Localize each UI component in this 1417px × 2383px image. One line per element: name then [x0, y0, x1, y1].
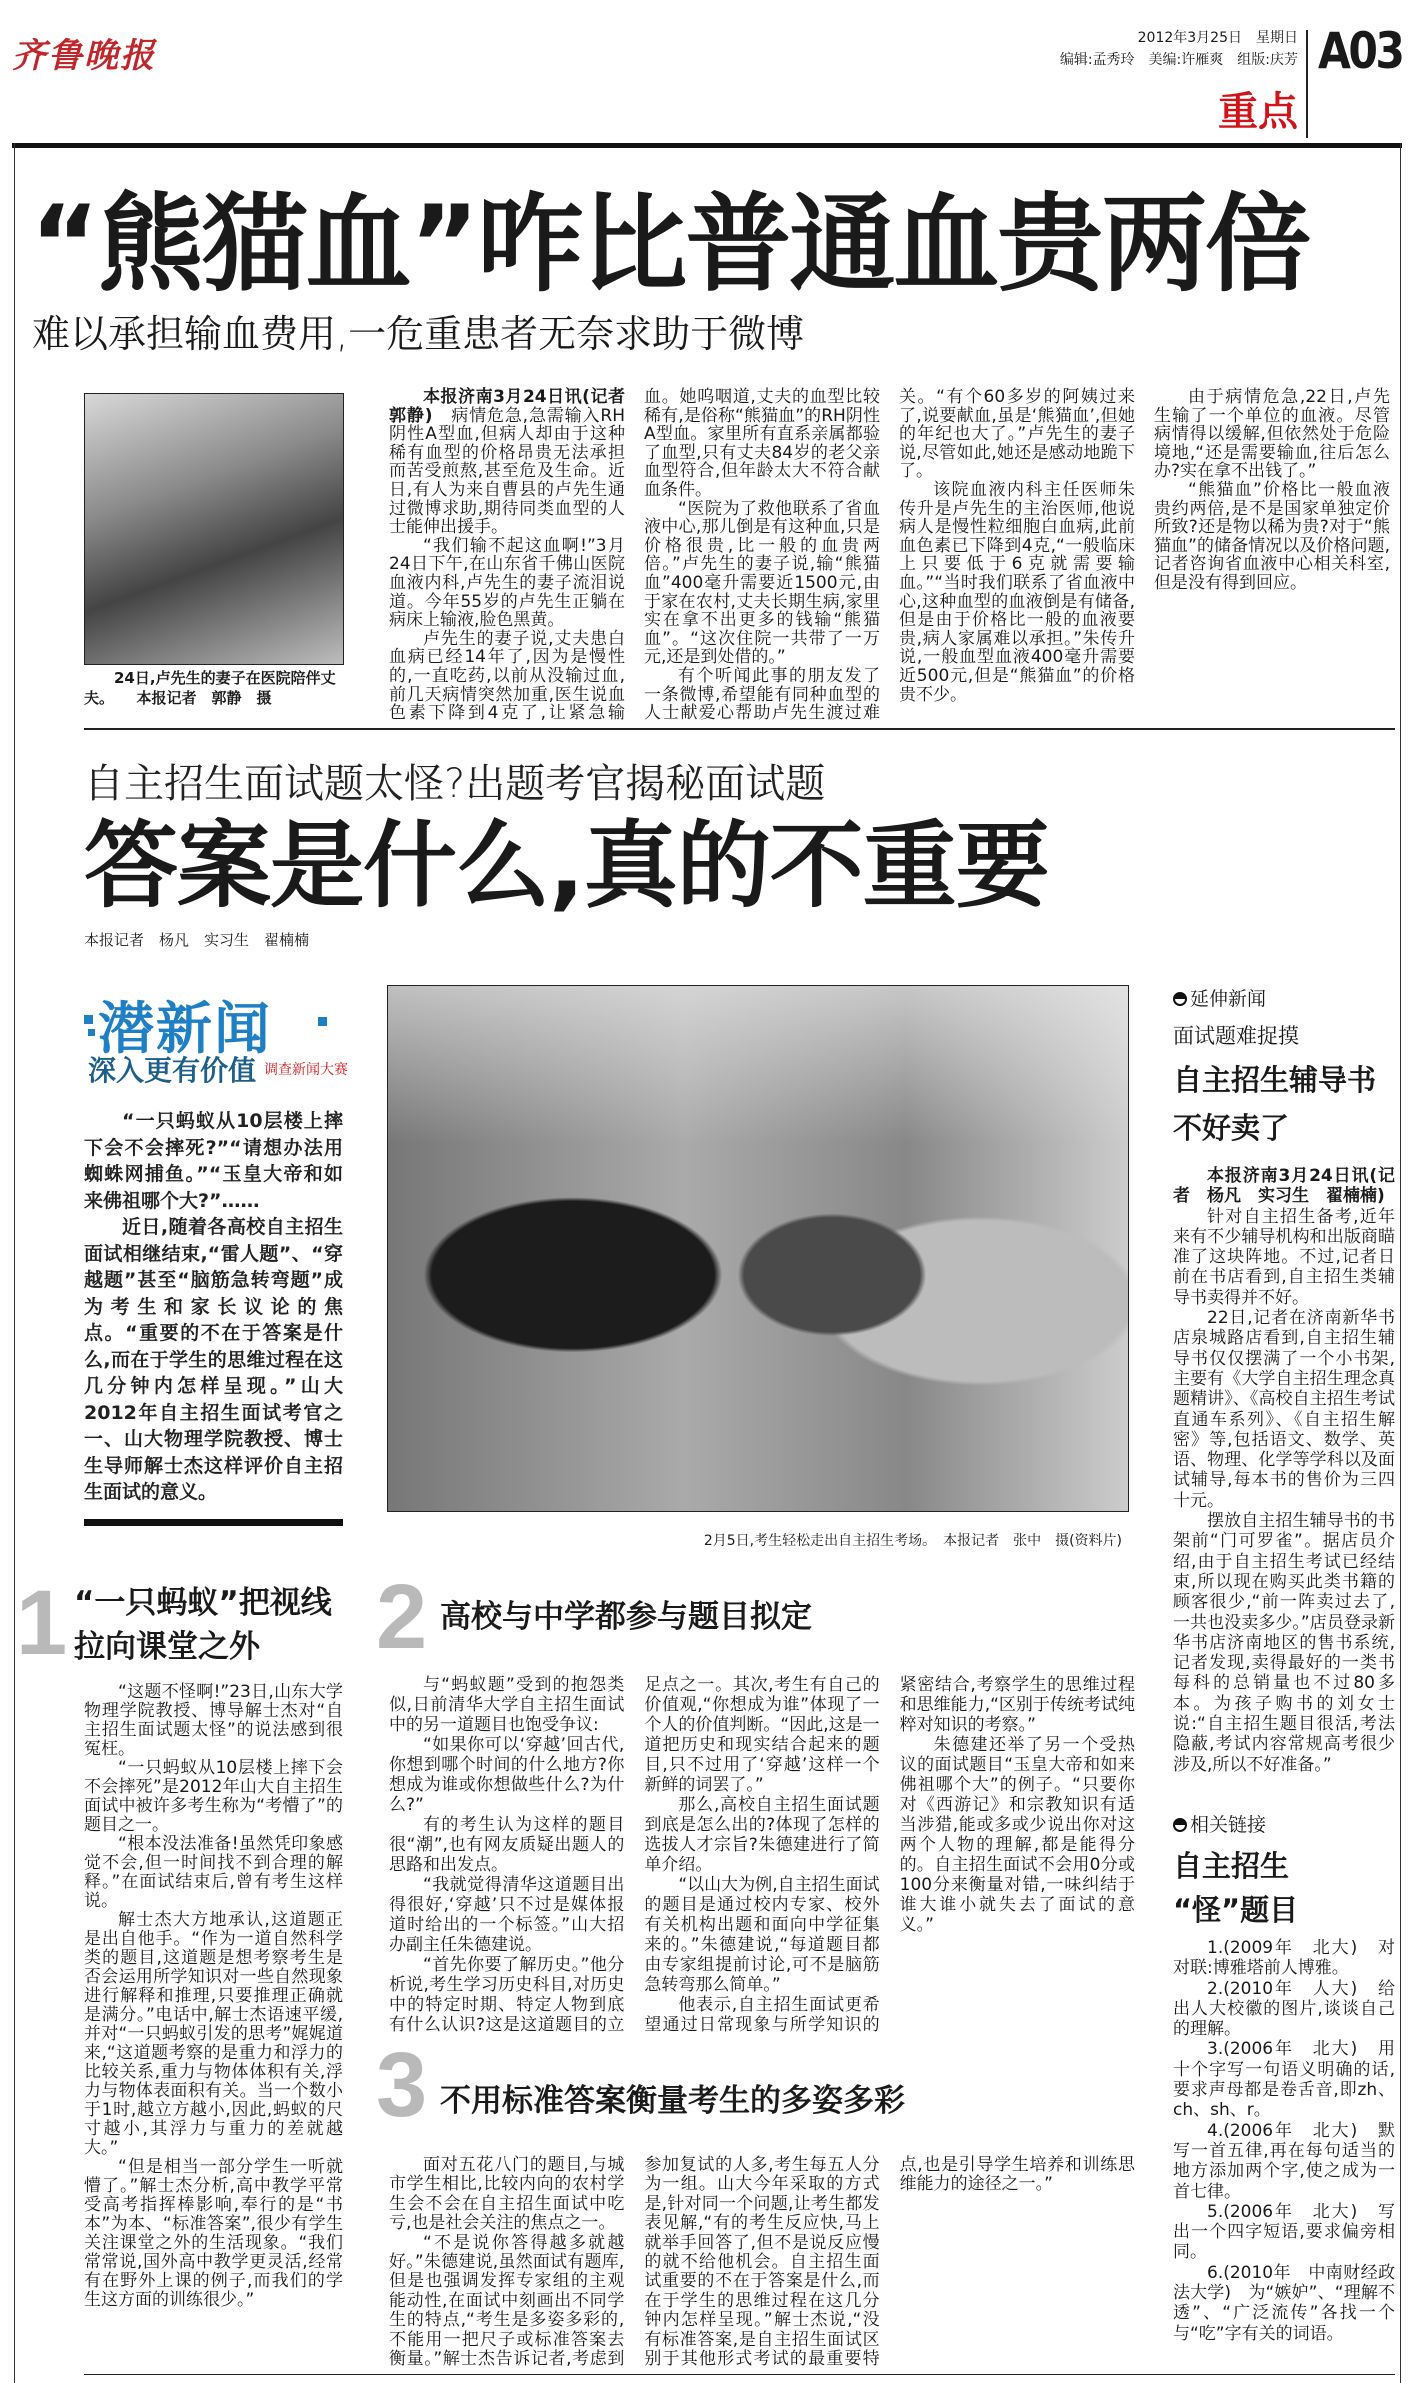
paragraph: 该院血液内科主任医师朱传升是卢先生的主治医师,他说病人是慢性粒细胞白血病,此前血色素已下降到4克,“一般临床上只要低于6克就需要输血。”“当时我们联系了省血液中心,这种血型的血液倒是有储备,但是由于价格比一般的血液要贵,病人家属难以承担。”朱传升说,一般血型血液400毫升需要近500元,但是“熊猫血”的价格贵不少。 — [899, 479, 1135, 705]
article2-kicker: 自主招生面试题太怪?出题考官揭秘面试题 — [84, 761, 826, 807]
brand-square-icon — [88, 1029, 95, 1036]
related-headline-1: 自主招生 — [1173, 1849, 1290, 1883]
paragraph: “不是说你答得越多就越好。”朱德建说,虽然面试有题库,但是也强调发挥专家组的主观能动性,在面试中刻画出不同学生的特点,“考生是多姿多彩的,不能用一把尺子或标准答案去衡量。”解士杰告诉记者,考虑到参加复试的人多,考生每五人分为一组。山大今年采取的方式是,针对同一个问题,让考生都发表见解,“有的考生反应快,马上就举手回答了,但不是说反应慢的就不给他机会。自主招生面试重要的不在于答案是什么,而在于学生的思维过程在这几分钟内怎样呈现。”解士杰说,“没有标准答案,是自主招生面试区别于其他形式考试的最重要特点,也是引导学生培养和训练思维能力的途径之一。” — [389, 2155, 1135, 2370]
section2-paragraphs — [389, 1675, 1135, 2037]
paragraph: “但是相当一部分学生一听就懵了。”解士杰分析,高中教学平常受高考指挥棒影响,奉行的是“书本”为本、“标准答案”,很少有学生关注课堂之外的生活现象。“我们常常说,国外高中教学更灵活,经常有在野外上课的例子,而我们的学生这方面的训练很少。” — [84, 2157, 343, 2310]
section-label: 重点 — [1218, 89, 1298, 135]
section1-number: 1 — [16, 1572, 68, 1674]
article1-lead-paragraph — [389, 387, 642, 538]
extended-news-label-text: 延伸新闻 — [1190, 988, 1267, 1010]
frame-right — [1400, 143, 1401, 2383]
brand-slogan: 深入更有价值 — [88, 1054, 257, 1087]
half-circle-icon — [1173, 992, 1187, 1006]
related-items — [1173, 1938, 1395, 2344]
article1-subhead: 难以承担输血费用,一危重患者无奈求助于微博 — [32, 312, 805, 356]
paragraph: 朱德建还举了另一个受热议的面试题目“玉皇大帝和如来佛祖哪个大”的例子。“只要你对《西游记》和宗教知识有适当涉猎,能或多或少说出你对这两个人物的理解,都是能得分的。自主招生面试不会用0分或100分来衡量对错,一味纠结于谁大谁小就失去了面试的意义。” — [899, 1735, 1135, 1935]
sidebar-related-links — [1173, 1812, 1395, 2344]
paragraph: 5.(2006年 北大) 写出一个四字短语,要求偏旁相同。 — [1173, 2201, 1395, 2263]
paragraph: “熊猫血”价格比一般血液贵约两倍,是不是国家单独定价所致?还是物以稀为贵?对于“熊猫血”的储备情况以及价格问题,记者咨询省血液中心相关科室,但是没有得到回应。 — [1154, 479, 1390, 593]
article1-headline: “熊猫血”咋比普通血贵两倍 — [30, 183, 1310, 306]
article2-byline: 本报记者 杨凡 实习生 翟楠楠 — [84, 931, 310, 949]
section1-title-line1: “一只蚂蚁”把视线 — [74, 1585, 332, 1621]
article2-lead — [84, 1108, 343, 1506]
article2-lead-paragraphs — [84, 1108, 343, 1506]
top-rule — [12, 143, 1402, 148]
article1-photo — [84, 393, 344, 665]
paragraph: “一只蚂蚁从10层楼上摔下会不会摔死”是2012年山大自主招生面试中被许多考生称为“考懵了”的题目之一。 — [84, 1758, 343, 1835]
paragraph: 3.(2006年 北大) 用十个字写一句语义明确的话,要求声母都是卷舌音,即zh、ch、sh、r。 — [1173, 2039, 1395, 2121]
paragraph: 他表示,自主招生面试更希望通过日常现象与所学知识的紧密结合,考察学生的思维过程和思维能力,“区别于传统考试纯粹对知识的考察。” — [644, 1675, 1135, 2035]
extended-news-kicker: 面试题难捉摸 — [1173, 1024, 1299, 1048]
paragraph: “我就觉得清华这道题目出得很好,‘穿越’只不过是媒体报道时给出的一个标签。”山大招办副主任朱德建说。 — [389, 1875, 625, 1955]
extended-news-headline-2: 不好卖了 — [1173, 1111, 1290, 1145]
section3-paragraphs — [389, 2156, 1135, 2370]
newspaper-logo: 齐鲁晚报 — [12, 36, 156, 76]
paragraph: 由于病情危急,22日,卢先生输了一个单位的血液。尽管病情得以缓解,但依然处于危险境地,“还是需要输血,往后怎么办?实在拿不出钱了。” — [1154, 387, 1390, 482]
paragraph: 摆放自主招生辅导书的书架前“门可罗雀”。据店员介绍,由于自主招生考试已经结束,所以现在购买此类书籍的顾客很少,“前一阵卖过去了,一共也没卖多少。”店员登录新华书店济南地区的售书系统,记者发现,卖得最好的一类书每科的总销量也不过80多本。为孩子购书的刘女士说:“自主招生题目很活,考法隐蔽,考试内容常规高考很少涉及,所以不好准备。” — [1173, 1511, 1395, 1775]
paragraph: “以山大为例,自主招生面试的题目是通过校内专家、校外有关机构出题和面向中学征集来的。”朱德建说,“每道题目都由专家组提前讨论,可不是脑筋急转弯那么简单。” — [644, 1875, 880, 1995]
page-number: A03 — [1318, 22, 1403, 80]
extended-news-dateline: 本报济南3月24日讯(记者 杨凡 实习生 翟楠楠) — [1173, 1166, 1395, 1207]
paragraph: 卢先生的妻子说,丈夫患白血病已经14年了,因为是慢性的,一直吃药,以前从没输过血,前几天病情突然加重,医生说血色素下降到4克了,让紧急输血。她呜咽道,丈夫的血型比较稀有,是俗称“熊猫血”的RH阴性A型血。家里所有直系亲属都验了血型,只有丈夫84岁的老父亲血型符合,但年龄太大不符合献血条件。 — [389, 387, 880, 724]
frame-left — [14, 143, 15, 2383]
paragraph: 那么,高校自主招生面试题到底是怎么出的?体现了怎样的选拔人才宗旨?朱德建进行了简单介绍。 — [644, 1795, 880, 1875]
section2-title: 高校与中学都参与题目拟定 — [440, 1599, 812, 1635]
paragraph: 有个听闻此事的朋友发了一条微博,希望能有同种血型的人士献爱心帮助卢先生渡过难关。“有个60多岁的阿姨过来了,说要献血,虽是‘熊猫血’,但她的年纪也大了。”卢先生的妻子说,尽管如此,她还是感动地跪下了。 — [644, 387, 1135, 724]
paragraph: 1.(2009年 北大) 对对联:博雅塔前人博雅。 — [1173, 1938, 1395, 1979]
article2-photo — [387, 985, 1129, 1512]
masthead-divider — [1306, 30, 1308, 138]
extended-news-paragraphs — [1173, 1207, 1395, 1775]
section1-title-line2: 拉向课堂之外 — [74, 1629, 260, 1665]
paragraph: “我们输不起这血啊!”3月24日下午,在山东省千佛山医院血液内科,卢先生的妻子流泪说道。今年55岁的卢先生正躺在病床上输液,脸色黑黄。 — [389, 535, 625, 631]
section1-paragraphs — [84, 1683, 343, 2310]
brand-logo — [84, 985, 348, 1087]
article1-photo-caption: 24日,卢先生的妻子在医院陪伴丈夫。 本报记者 郭静 摄 — [84, 669, 336, 707]
article1-body — [389, 388, 1390, 724]
paragraph: “一只蚂蚁从10层楼上摔下会不会摔死?”“请想办法用蜘蛛网捕鱼。”“玉皇大帝和如来佛祖哪个大?”…… — [84, 1110, 343, 1212]
extended-news-label — [1173, 986, 1395, 1012]
bottom-rule — [84, 2374, 1395, 2375]
paragraph: 近日,随着各高校自主招生面试相继结束,“雷人题”、“穿越题”甚至“脑筋急转弯题”成为考生和家长议论的焦点。“重要的不在于答案是什么,而在于学生的思维过程在这几分钟内怎样呈现。”山大2012年自主招生面试考官之一、山大物理学院教授、博士生导师解士杰这样评价自主招生面试的意义。 — [84, 1216, 343, 1503]
paragraph: 有的考生认为这样的题目很“潮”,也有网友质疑出题人的思路和出发点。 — [389, 1815, 625, 1875]
section3-title: 不用标准答案衡量考生的多姿多彩 — [440, 2083, 905, 2119]
extended-news-body — [1173, 1166, 1395, 1775]
article1-lead-text: 病情危急,急需输入RH阴性A型血,但病人却由于这种稀有血型的价格昂贵无法承担而苦受煎熬,甚至危及生命。近日,有人为来自曹县的卢先生通过微博求助,期待同类血型的人士能伸出援手。 — [389, 405, 625, 538]
article2-headline: 答案是什么,真的不重要 — [84, 812, 1049, 921]
paragraph: “如果你可以‘穿越’回古代,你想到哪个时间的什么地方?你想成为谁或你想做些什么?为什么?” — [389, 1735, 625, 1815]
paragraph: “这题不怪啊!”23日,山东大学物理学院教授、博导解士杰对“自主招生面试题太怪”的说法感到很冤枉。 — [84, 1682, 343, 1759]
sidebar-extended-news — [1173, 986, 1395, 1775]
editor-credits: 编辑:孟秀玲 美编:许雁爽 组版:庆芳 — [1059, 52, 1298, 68]
paragraph: “根本没法准备!虽然凭印象感觉不会,但一时间找不到合理的解释。”在面试结束后,曾有考生这样说。 — [84, 1834, 343, 1911]
issue-date: 2012年3月25日 星期日 — [1137, 30, 1298, 46]
paragraph: 4.(2006年 北大) 默写一首五律,再在每句适当的地方添加两个字,使之成为一首七律。 — [1173, 2120, 1395, 2202]
paragraph: 解士杰大方地承认,这道题正是出自他手。“作为一道自然科学类的题目,这道题是想考察考生是否会运用所学知识对一些自然现象进行解释和推理,只要推理正确就是满分。”电话中,解士杰语速平缓,并对“一只蚂蚁引发的思考”娓娓道来,“这道题考察的是重力和浮力的比较关系,重力与物体体积有关,浮力与物体表面积有关。当一个数小于1时,越立方越小,因此,蚂蚁的尺寸越小,其浮力与重力的差就越大。” — [84, 1910, 343, 2158]
article2-photo-caption: 2月5日,考生轻松走出自主招生考场。 本报记者 张中 摄(资料片) — [703, 1533, 1122, 1549]
brand-title: 潜新闻 — [98, 997, 272, 1062]
extended-news-headline-1: 自主招生辅导书 — [1173, 1063, 1377, 1097]
related-list — [1173, 1938, 1395, 2344]
section3-body — [389, 2156, 1135, 2370]
paragraph: 针对自主招生备考,近年来有不少辅导机构和出版商瞄准了这块阵地。不过,记者日前在书店看到,自主招生类辅导书卖得并不好。 — [1173, 1206, 1395, 1308]
paragraph: “医院为了救他联系了省血液中心,那儿倒是有这种血,只是价格很贵,比一般的血贵两倍。”卢先生的妻子说,输“熊猫血”400毫升需要近1500元,由于家在农村,丈夫长期生病,家里实在拿不出更多的钱输“熊猫血”。“这次住院一共带了一万元,还是到处借的。” — [644, 498, 880, 668]
paragraph: 面对五花八门的题目,与城市学生相比,比较内向的农村学生会不会在自主招生面试中吃亏,也是社会关注的焦点之一。 — [389, 2155, 625, 2234]
related-headline-2: “怪”题目 — [1173, 1893, 1299, 1927]
brand-contest: 调查新闻大赛 — [264, 1062, 348, 1078]
brand-square-icon — [84, 1015, 93, 1024]
article1-dateline: 本报济南3月24日讯(记者 郭静) — [389, 387, 642, 426]
paragraph: 与“蚂蚁题”受到的抱怨类似,日前清华大学自主招生面试中的另一道题目也饱受争议: — [389, 1675, 625, 1735]
half-circle-icon — [1173, 1818, 1187, 1832]
lead-bottom-bar — [84, 1519, 343, 1526]
paragraph: “首先你要了解历史。”他分析说,考生学习历史科目,对历史中的特定时期、特定人物到底有什么认识?这是这道题目的立足点之一。其次,考生有自己的价值观,“你想成为谁”体现了一个人的价值判断。“因此,这是一道把历史和现实结合起来的题目,只不过用了‘穿越’这样一个新鲜的词罢了。” — [389, 1675, 880, 2035]
article-separator — [84, 728, 1395, 730]
section3-number: 3 — [376, 2034, 428, 2136]
section1-body — [84, 1683, 343, 2310]
related-links-label — [1173, 1812, 1395, 1838]
paragraph: 6.(2010年 中南财经政法大学) 为“嫉妒”、“理解不透”、“广泛流传”各找一个与“吃”字有关的词语。 — [1173, 2262, 1395, 2344]
section2-body — [389, 1675, 1135, 2037]
paragraph: 2.(2010年 人大) 给出人大校徽的图片,谈谈自己的理解。 — [1173, 1978, 1395, 2040]
brand-square-icon — [318, 1017, 327, 1026]
section2-number: 2 — [376, 1566, 428, 1668]
paragraph: 22日,记者在济南新华书店泉城路店看到,自主招生辅导书仅仅摆满了一个小书架,主要有《大学自主招生理念真题精讲》、《高校自主招生考试直通车系列》、《自主招生解密》等,包括语文、数学、英语、物理、化学等学科以及面试辅导,每本书的售价为三四十元。 — [1173, 1308, 1395, 1511]
related-links-label-text: 相关链接 — [1190, 1814, 1267, 1836]
